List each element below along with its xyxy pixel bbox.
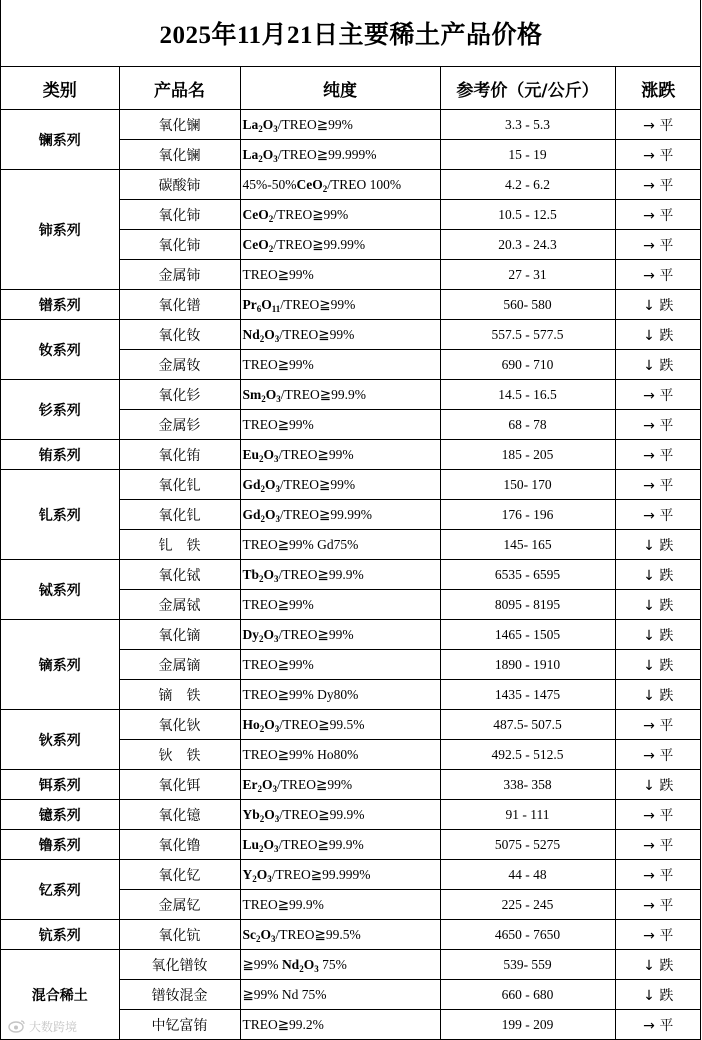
purity-text: O [261, 296, 272, 312]
trend-cell: → 平 [615, 410, 701, 440]
category-cell: 铈系列 [1, 170, 119, 290]
purity-cell [240, 950, 440, 980]
purity-subscript: 3 [274, 453, 279, 464]
purity-text: /TREO≧99.5% [279, 716, 365, 732]
price-cell: 4.2 - 6.2 [440, 170, 615, 200]
price-cell: 690 - 710 [440, 350, 615, 380]
table-row [1, 800, 701, 830]
price-cell: 225 - 245 [440, 890, 615, 920]
purity-text: /TREO≧99% [277, 116, 353, 132]
purity-subscript: 2 [259, 573, 264, 584]
product-name-cell: 氧化铕 [119, 440, 240, 470]
purity-cell [240, 860, 440, 890]
purity-cell [240, 980, 440, 1010]
price-cell: 150- 170 [440, 470, 615, 500]
purity-text: O [264, 806, 275, 822]
product-name-cell: 氧化钆 [119, 470, 240, 500]
trend-cell: ↓ 跌 [615, 950, 701, 980]
purity-text: O [260, 926, 272, 942]
purity-subscript: 2 [268, 243, 274, 254]
product-name-cell: 钆 铁 [119, 530, 240, 560]
product-name-cell: 氧化铒 [119, 770, 240, 800]
product-name-cell: 氧化钇 [119, 860, 240, 890]
product-name-cell: 氧化钪 [119, 920, 240, 950]
trend-cell: ↓ 跌 [615, 290, 701, 320]
purity-text: ≧99% [242, 956, 282, 972]
trend-cell: ↓ 跌 [615, 560, 701, 590]
trend-cell: → 平 [615, 920, 701, 950]
purity-text: O [265, 506, 276, 522]
trend-cell: → 平 [615, 470, 701, 500]
purity-subscript: 2 [259, 333, 265, 344]
purity-text: /TREO≧99% [279, 326, 355, 342]
product-name-cell: 氧化铽 [119, 560, 240, 590]
purity-subscript: 2 [259, 813, 265, 824]
category-cell: 钬系列 [1, 710, 119, 770]
purity-text: Nd [242, 326, 260, 342]
trend-cell: ↓ 跌 [615, 320, 701, 350]
purity-cell [240, 680, 440, 710]
product-name-cell: 中钇富铕 [119, 1010, 240, 1040]
purity-text: TREO≧99% Dy80% [242, 686, 359, 702]
purity-subscript: 2 [260, 513, 266, 524]
purity-text: Y [242, 866, 253, 882]
purity-text: Eu [242, 446, 260, 462]
purity-text: CeO [242, 236, 269, 252]
page-title: 2025年11月21日主要稀土产品价格 [1, 0, 701, 67]
purity-subscript: 3 [271, 933, 276, 944]
trend-cell: → 平 [615, 140, 701, 170]
purity-subscript: 3 [274, 573, 279, 584]
purity-text: CeO [242, 206, 269, 222]
purity-text: 75% [318, 956, 347, 972]
purity-subscript: 2 [259, 633, 264, 644]
purity-text: O [263, 566, 275, 582]
trend-cell: → 平 [615, 710, 701, 740]
purity-text: O [265, 386, 277, 402]
purity-text: TREO≧99% [242, 596, 314, 612]
purity-subscript: 3 [314, 963, 319, 974]
purity-text: /TREO≧99.9% [278, 836, 364, 852]
table-row [1, 830, 701, 860]
purity-text: Ho [242, 716, 260, 732]
purity-text: /TREO≧99.9% [279, 806, 365, 822]
product-name-cell: 氧化钕 [119, 320, 240, 350]
category-cell: 镨系列 [1, 290, 119, 320]
purity-text: Nd [281, 956, 300, 972]
purity-cell [240, 140, 440, 170]
table-row [1, 290, 701, 320]
header-row [1, 67, 701, 110]
price-cell: 5075 - 5275 [440, 830, 615, 860]
purity-subscript: 3 [274, 333, 280, 344]
table-row [1, 110, 701, 140]
purity-cell [240, 260, 440, 290]
purity-cell [240, 620, 440, 650]
purity-cell [240, 110, 440, 140]
purity-subscript: 6 [256, 303, 262, 314]
table-row [1, 950, 701, 980]
trend-cell: → 平 [615, 500, 701, 530]
purity-text: O [303, 956, 315, 972]
category-cell: 钆系列 [1, 470, 119, 560]
price-cell: 4650 - 7650 [440, 920, 615, 950]
price-table [1, 66, 701, 1040]
purity-text: /TREO≧99% [273, 206, 349, 222]
purity-cell [240, 800, 440, 830]
purity-cell [240, 710, 440, 740]
price-cell: 68 - 78 [440, 410, 615, 440]
price-cell: 492.5 - 512.5 [440, 740, 615, 770]
purity-text: TREO≧99% [242, 266, 314, 282]
product-name-cell: 氧化镥 [119, 830, 240, 860]
purity-text: Er [242, 776, 258, 792]
purity-text: Tb [242, 566, 260, 582]
category-cell: 铒系列 [1, 770, 119, 800]
column-header-purity: 纯度 [240, 67, 440, 110]
purity-subscript: 2 [261, 393, 266, 404]
purity-text: /TREO≧99.9% [278, 566, 364, 582]
purity-cell [240, 290, 440, 320]
category-cell: 钕系列 [1, 320, 119, 380]
product-name-cell: 氧化钐 [119, 380, 240, 410]
product-name-cell: 氧化铈 [119, 200, 240, 230]
purity-subscript: 11 [271, 303, 281, 314]
purity-cell [240, 470, 440, 500]
table-row [1, 170, 701, 200]
purity-text: La [242, 146, 259, 162]
price-cell: 660 - 680 [440, 980, 615, 1010]
trend-cell: ↓ 跌 [615, 680, 701, 710]
category-cell: 镧系列 [1, 110, 119, 170]
purity-cell [240, 650, 440, 680]
purity-text: /TREO≧99.99% [273, 236, 366, 252]
trend-cell: ↓ 跌 [615, 350, 701, 380]
purity-text: O [262, 116, 274, 132]
product-name-cell: 金属钇 [119, 890, 240, 920]
category-cell: 铽系列 [1, 560, 119, 620]
table-row [1, 440, 701, 470]
purity-subscript: 3 [273, 123, 278, 134]
trend-cell: → 平 [615, 830, 701, 860]
purity-cell [240, 890, 440, 920]
product-name-cell: 钬 铁 [119, 740, 240, 770]
product-name-cell: 氧化镨钕 [119, 950, 240, 980]
price-cell: 185 - 205 [440, 440, 615, 470]
purity-text: /TREO≧99.9% [280, 386, 366, 402]
purity-subscript: 2 [322, 183, 328, 194]
price-cell: 8095 - 8195 [440, 590, 615, 620]
purity-cell [240, 170, 440, 200]
price-cell: 20.3 - 24.3 [440, 230, 615, 260]
purity-cell [240, 530, 440, 560]
price-cell: 145- 165 [440, 530, 615, 560]
purity-subscript: 2 [260, 483, 266, 494]
purity-subscript: 2 [252, 873, 257, 884]
table-row [1, 710, 701, 740]
purity-text: TREO≧99% [242, 356, 314, 372]
purity-cell [240, 1010, 440, 1040]
price-cell: 557.5 - 577.5 [440, 320, 615, 350]
purity-cell [240, 500, 440, 530]
trend-cell: → 平 [615, 860, 701, 890]
purity-text: O [264, 326, 275, 342]
category-cell: 镝系列 [1, 620, 119, 710]
product-name-cell: 氧化镝 [119, 620, 240, 650]
purity-text: TREO≧99% [242, 656, 314, 672]
purity-cell [240, 740, 440, 770]
product-name-cell: 镨钕混金 [119, 980, 240, 1010]
product-name-cell: 金属铽 [119, 590, 240, 620]
product-name-cell: 氧化钬 [119, 710, 240, 740]
price-cell: 27 - 31 [440, 260, 615, 290]
trend-cell: → 平 [615, 230, 701, 260]
trend-cell: → 平 [615, 740, 701, 770]
purity-subscript: 3 [276, 393, 281, 404]
product-name-cell: 氧化钆 [119, 500, 240, 530]
price-cell: 6535 - 6595 [440, 560, 615, 590]
trend-cell: → 平 [615, 440, 701, 470]
column-header-trend: 涨跌 [615, 67, 701, 110]
purity-text: O [262, 146, 274, 162]
purity-subscript: 2 [259, 843, 264, 854]
purity-text: /TREO≧99% [278, 446, 354, 462]
table-row [1, 470, 701, 500]
price-cell: 3.3 - 5.3 [440, 110, 615, 140]
price-cell: 15 - 19 [440, 140, 615, 170]
purity-text: /TREO≧99% [280, 476, 356, 492]
product-name-cell: 氧化镧 [119, 140, 240, 170]
trend-cell: → 平 [615, 110, 701, 140]
purity-subscript: 2 [256, 933, 261, 944]
purity-text: Yb [242, 806, 260, 822]
trend-cell: ↓ 跌 [615, 620, 701, 650]
price-cell: 1435 - 1475 [440, 680, 615, 710]
product-name-cell: 金属铈 [119, 260, 240, 290]
purity-text: ≧99% Nd 75% [242, 986, 327, 1002]
price-cell: 1890 - 1910 [440, 650, 615, 680]
purity-text: 45%-50% [242, 176, 297, 192]
category-cell: 钐系列 [1, 380, 119, 440]
table-row [1, 920, 701, 950]
purity-text: /TREO 100% [327, 176, 402, 192]
trend-cell: → 平 [615, 380, 701, 410]
purity-cell [240, 320, 440, 350]
purity-cell [240, 200, 440, 230]
purity-text: Gd [242, 476, 261, 492]
purity-cell [240, 770, 440, 800]
purity-subscript: 2 [259, 723, 265, 734]
table-row [1, 770, 701, 800]
purity-subscript: 2 [299, 963, 304, 974]
column-header-category: 类别 [1, 67, 119, 110]
price-cell: 199 - 209 [440, 1010, 615, 1040]
table-row [1, 320, 701, 350]
purity-text: O [265, 476, 276, 492]
table-row [1, 380, 701, 410]
purity-subscript: 3 [274, 843, 279, 854]
purity-cell [240, 440, 440, 470]
price-cell: 539- 559 [440, 950, 615, 980]
product-name-cell: 氧化镧 [119, 110, 240, 140]
purity-subscript: 3 [274, 813, 280, 824]
price-cell: 14.5 - 16.5 [440, 380, 615, 410]
trend-cell: → 平 [615, 260, 701, 290]
category-cell: 钪系列 [1, 920, 119, 950]
purity-cell [240, 380, 440, 410]
purity-text: /TREO≧99% [280, 296, 356, 312]
trend-cell: ↓ 跌 [615, 530, 701, 560]
category-cell: 混合稀土 [1, 950, 119, 1040]
purity-subscript: 3 [273, 153, 278, 164]
purity-text: O [262, 776, 273, 792]
purity-subscript: 3 [274, 723, 280, 734]
purity-text: /TREO≧99% [277, 776, 353, 792]
product-name-cell: 氧化镱 [119, 800, 240, 830]
purity-text: /TREO≧99.5% [275, 926, 361, 942]
product-name-cell: 金属钐 [119, 410, 240, 440]
purity-subscript: 3 [274, 633, 279, 644]
trend-cell: ↓ 跌 [615, 980, 701, 1010]
purity-text: TREO≧99.2% [242, 1016, 324, 1032]
purity-subscript: 2 [258, 123, 263, 134]
purity-text: Sm [242, 386, 262, 402]
price-cell: 487.5- 507.5 [440, 710, 615, 740]
trend-cell: ↓ 跌 [615, 590, 701, 620]
purity-cell [240, 350, 440, 380]
product-name-cell: 碳酸铈 [119, 170, 240, 200]
category-cell: 钇系列 [1, 860, 119, 920]
purity-cell [240, 590, 440, 620]
purity-text: TREO≧99.9% [242, 896, 324, 912]
price-cell: 91 - 111 [440, 800, 615, 830]
purity-text: TREO≧99% [242, 416, 314, 432]
purity-subscript: 3 [275, 513, 281, 524]
purity-text: O [263, 446, 275, 462]
price-cell: 1465 - 1505 [440, 620, 615, 650]
product-name-cell: 氧化铈 [119, 230, 240, 260]
purity-subscript: 3 [267, 873, 272, 884]
category-cell: 镱系列 [1, 800, 119, 830]
purity-text: TREO≧99% Gd75% [242, 536, 359, 552]
purity-subscript: 2 [268, 213, 274, 224]
purity-text: Dy [242, 626, 259, 642]
column-header-product: 产品名 [119, 67, 240, 110]
price-cell: 338- 358 [440, 770, 615, 800]
column-header-price: 参考价（元/公斤） [440, 67, 615, 110]
product-name-cell: 金属镝 [119, 650, 240, 680]
purity-text: Pr [242, 296, 257, 312]
purity-text: /TREO≧99.999% [271, 866, 371, 882]
purity-text: O [264, 716, 275, 732]
trend-cell: → 平 [615, 170, 701, 200]
trend-cell: → 平 [615, 800, 701, 830]
price-cell: 44 - 48 [440, 860, 615, 890]
purity-text: TREO≧99% Ho80% [242, 746, 359, 762]
purity-text: /TREO≧99% [278, 626, 354, 642]
price-cell: 560- 580 [440, 290, 615, 320]
product-name-cell: 镝 铁 [119, 680, 240, 710]
purity-cell [240, 920, 440, 950]
trend-cell: ↓ 跌 [615, 650, 701, 680]
purity-text: CeO [296, 176, 323, 192]
purity-subscript: 2 [259, 453, 264, 464]
price-cell: 10.5 - 12.5 [440, 200, 615, 230]
trend-cell: → 平 [615, 1010, 701, 1040]
purity-subscript: 2 [258, 153, 263, 164]
purity-cell [240, 230, 440, 260]
purity-cell [240, 410, 440, 440]
trend-cell: → 平 [615, 200, 701, 230]
purity-text: O [263, 836, 275, 852]
purity-text: Lu [242, 836, 260, 852]
purity-text: /TREO≧99.99% [280, 506, 372, 522]
product-name-cell: 氧化镨 [119, 290, 240, 320]
purity-cell [240, 560, 440, 590]
purity-cell [240, 830, 440, 860]
purity-text: Sc [242, 926, 256, 942]
table-row [1, 860, 701, 890]
watermark-text: 大数跨境 [29, 1019, 78, 1034]
purity-text: /TREO≧99.999% [277, 146, 377, 162]
purity-text: Gd [242, 506, 261, 522]
purity-text: O [263, 626, 275, 642]
table-row [1, 620, 701, 650]
category-cell: 铕系列 [1, 440, 119, 470]
price-cell: 176 - 196 [440, 500, 615, 530]
category-cell: 镥系列 [1, 830, 119, 860]
product-name-cell: 金属钕 [119, 350, 240, 380]
purity-subscript: 2 [257, 783, 262, 794]
purity-subscript: 3 [275, 483, 281, 494]
trend-cell: → 平 [615, 890, 701, 920]
price-table-body [1, 110, 701, 1040]
purity-subscript: 3 [272, 783, 278, 794]
table-row [1, 560, 701, 590]
purity-text: La [242, 116, 259, 132]
trend-cell: ↓ 跌 [615, 770, 701, 800]
purity-text: O [256, 866, 268, 882]
